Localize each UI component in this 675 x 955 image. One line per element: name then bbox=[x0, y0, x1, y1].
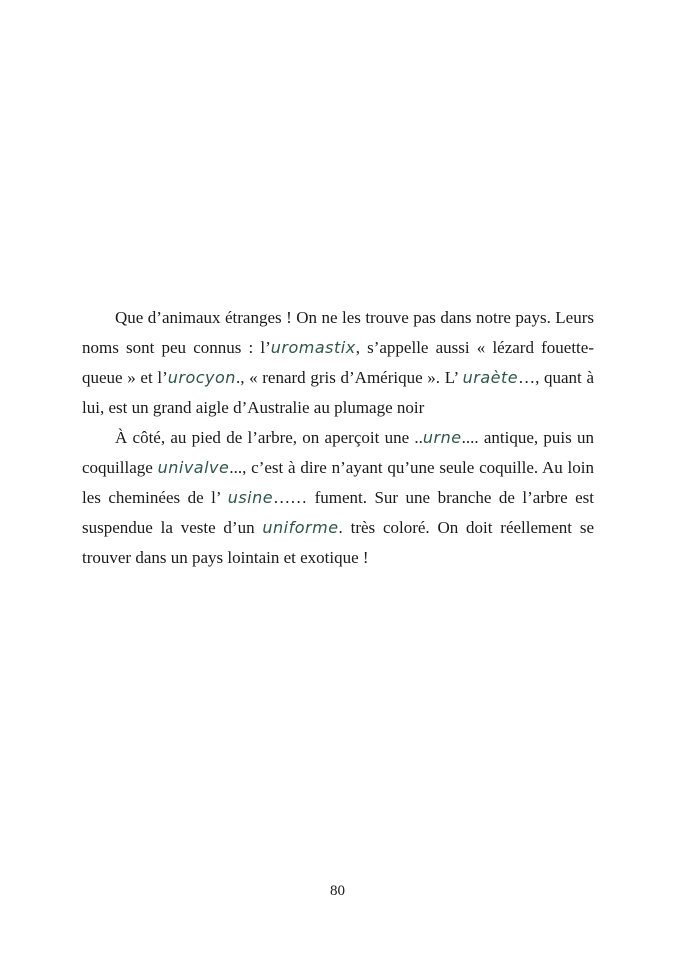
handwritten-answer: uniforme bbox=[262, 518, 339, 537]
paragraph-2 bbox=[82, 423, 594, 573]
text-run: …… fument. Sur une branche de l’arbre est suspendue la veste d’un bbox=[82, 488, 595, 537]
handwritten-answer: usine bbox=[227, 488, 274, 507]
text-run: …, quant à lui, est un grand aigle d’Australie au plumage noir bbox=[82, 368, 594, 417]
paragraph-1 bbox=[82, 303, 594, 423]
text-run: ., « renard gris d’Amérique ». L’ bbox=[235, 368, 463, 387]
text-run: .... antique, puis un coquillage bbox=[82, 428, 594, 477]
text-run: À côté, au pied de l’arbre, on aperçoit une .. bbox=[115, 428, 423, 447]
text-body bbox=[82, 303, 594, 573]
text-run: Que d’animaux étranges ! On ne les trouve pas dans notre pays. Leurs noms sont peu connus : l’ bbox=[82, 308, 594, 357]
text-run: . très coloré. On doit réellement se trouver dans un pays lointain et exotique ! bbox=[82, 518, 594, 567]
text-run: , s’appelle aussi « lézard fouette-queue » et l’ bbox=[82, 338, 594, 387]
text-run: ..., c’est à dire n’ayant qu’une seule coquille. Au loin les cheminées de l’ bbox=[82, 458, 594, 507]
handwritten-answer: univalve bbox=[157, 458, 230, 477]
handwritten-answer: urne bbox=[422, 428, 462, 447]
handwritten-answer: urocyon bbox=[167, 368, 236, 387]
handwritten-answer: uraète bbox=[462, 368, 519, 387]
handwritten-answer: uromastix bbox=[270, 338, 356, 357]
page-number: 80 bbox=[330, 883, 345, 899]
